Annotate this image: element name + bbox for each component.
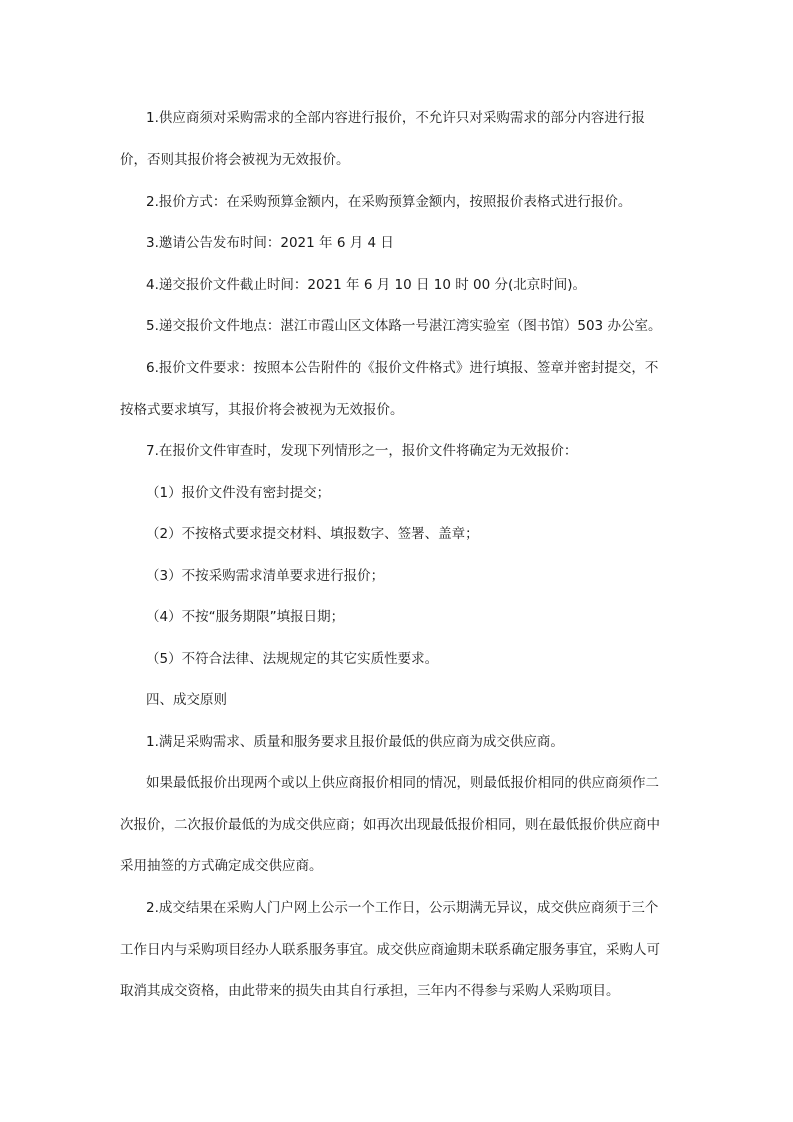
list-item: （5）不符合法律、法规规定的其它实质性要求。 (146, 651, 439, 667)
section-heading: 四、成交原则 (146, 692, 227, 708)
paragraph-line: 按格式要求填写，其报价将会被视为无效报价。 (120, 402, 404, 418)
paragraph-line: 6.报价文件要求：按照本公告附件的《报价文件格式》进行填报、签章并密封提交，不 (146, 360, 659, 376)
paragraph-line: 取消其成交资格，由此带来的损失由其自行承担，三年内不得参与采购人采购项目。 (120, 983, 620, 999)
paragraph-line: 次报价，二次报价最低的为成交供应商；如再次出现最低报价相同，则在最低报价供应商中 (120, 817, 660, 833)
list-item: （3）不按采购需求清单要求进行报价； (146, 568, 385, 584)
paragraph-line: 价，否则其报价将会被视为无效报价。 (120, 152, 350, 168)
paragraph-line: 2.成交结果在采购人门户网上公示一个工作日，公示期满无异议，成交供应商须于三个 (146, 900, 659, 916)
list-item: （4）不按“服务期限”填报日期； (146, 609, 345, 625)
paragraph-line: 2.报价方式：在采购预算金额内，在采购预算金额内，按照报价表格式进行报价。 (146, 194, 632, 210)
list-item: （2）不按格式要求提交材料、填报数字、签署、盖章； (146, 526, 479, 542)
paragraph-line: 3.邀请公告发布时间：2021 年 6 月 4 日 (146, 235, 394, 251)
paragraph-line: 采用抽签的方式确定成交供应商。 (120, 858, 323, 874)
paragraph-line: 4.递交报价文件截止时间：2021 年 6 月 10 日 10 时 00 分(北京时间)。 (146, 277, 587, 293)
paragraph-line: 1.满足采购需求、质量和服务要求且报价最低的供应商为成交供应商。 (146, 734, 564, 750)
paragraph-line: 1.供应商须对采购需求的全部内容进行报价，不允许只对采购需求的部分内容进行报 (146, 110, 645, 126)
paragraph-line: 7.在报价文件审查时，发现下列情形之一，报价文件将确定为无效报价： (146, 443, 578, 459)
paragraph-line: 如果最低报价出现两个或以上供应商报价相同的情况，则最低报价相同的供应商须作二 (146, 775, 659, 791)
list-item: （1）报价文件没有密封提交； (146, 485, 331, 501)
paragraph-line: 工作日内与采购项目经办人联系服务事宜。成交供应商逾期未联系确定服务事宜，采购人可 (120, 942, 660, 958)
paragraph-line: 5.递交报价文件地点：湛江市霞山区文体路一号湛江湾实验室（图书馆）503 办公室。 (146, 318, 662, 334)
